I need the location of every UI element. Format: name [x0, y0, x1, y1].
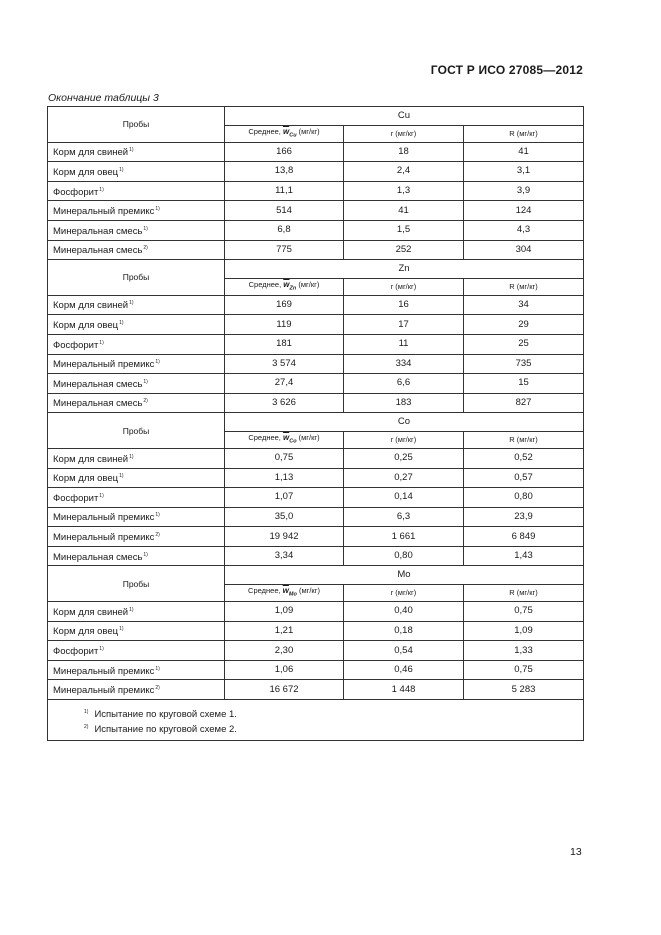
sample-name-cell — [48, 527, 225, 547]
mean-cell: 1,21 — [225, 621, 344, 641]
R-header: R (мг/кг) — [464, 126, 584, 143]
R-cell: 827 — [464, 393, 584, 413]
R-cell: 304 — [464, 240, 584, 260]
sample-name-cell — [48, 315, 225, 335]
r-cell: 1,5 — [344, 220, 464, 240]
table-row — [48, 201, 584, 221]
mean-cell: 3,34 — [225, 546, 344, 566]
probes-header: Пробы — [48, 260, 225, 296]
results-table-body — [48, 107, 584, 741]
mean-cell: 11,1 — [225, 181, 344, 201]
notes-cell — [48, 700, 584, 741]
table-row — [48, 468, 584, 488]
r-header: r (мг/кг) — [344, 585, 464, 602]
mean-cell: 35,0 — [225, 507, 344, 527]
mean-cell: 2,30 — [225, 641, 344, 661]
R-header: R (мг/кг) — [464, 279, 584, 296]
mean-cell: 19 942 — [225, 527, 344, 547]
table-row — [48, 181, 584, 201]
table-row — [48, 240, 584, 260]
footnote-mark: 2) — [155, 532, 160, 538]
mean-header — [225, 585, 344, 602]
R-cell: 0,52 — [464, 448, 584, 468]
sample-name: Фосфорит — [53, 186, 99, 198]
element-header: Zn — [225, 260, 584, 279]
R-cell: 0,75 — [464, 602, 584, 622]
sample-name-cell — [48, 181, 225, 201]
mean-cell: 3 574 — [225, 354, 344, 374]
R-cell: 1,43 — [464, 546, 584, 566]
mean-cell: 27,4 — [225, 374, 344, 394]
R-cell: 29 — [464, 315, 584, 335]
mean-header — [225, 279, 344, 296]
r-cell: 41 — [344, 201, 464, 221]
footnote — [84, 706, 575, 721]
mean-cell: 169 — [225, 295, 344, 315]
group-header-row — [48, 107, 584, 126]
mean-symbol — [283, 280, 297, 292]
r-cell: 1,3 — [344, 181, 464, 201]
r-cell: 0,14 — [344, 488, 464, 508]
probes-header: Пробы — [48, 107, 225, 143]
sample-name: Минеральная смесь — [53, 379, 143, 390]
sample-name: Минеральный премикс — [53, 359, 155, 371]
footnote-text: Испытание по круговой схеме 2. — [94, 724, 237, 736]
table-row — [48, 142, 584, 162]
footnote-mark: 1) — [99, 492, 104, 499]
sample-name-cell — [48, 334, 225, 354]
R-header: R (мг/кг) — [464, 585, 584, 602]
mean-header — [225, 432, 344, 449]
group-header-row — [48, 566, 584, 585]
R-cell: 3,9 — [464, 181, 584, 201]
sample-name-cell — [48, 507, 225, 527]
mean-prefix: Среднее, — [248, 433, 281, 443]
R-header: R (мг/кг) — [464, 432, 584, 449]
r-cell: 0,18 — [344, 621, 464, 641]
mean-symbol-element: Zn — [289, 285, 297, 292]
R-cell: 735 — [464, 354, 584, 374]
sample-name: Минеральный премикс — [53, 532, 155, 544]
r-cell: 2,4 — [344, 162, 464, 182]
r-cell: 6,6 — [344, 374, 464, 394]
r-cell: 17 — [344, 315, 464, 335]
table-row — [48, 220, 584, 240]
probes-header: Пробы — [48, 566, 225, 602]
footnote-mark: 1) — [129, 453, 134, 460]
R-cell: 15 — [464, 374, 584, 394]
page-number: 13 — [570, 846, 582, 858]
table-row — [48, 546, 584, 566]
footnote-number: 1) — [84, 709, 89, 716]
R-cell: 0,75 — [464, 660, 584, 680]
r-cell: 334 — [344, 354, 464, 374]
sample-name-cell — [48, 660, 225, 680]
mean-cell: 13,8 — [225, 162, 344, 182]
R-cell: 5 283 — [464, 680, 584, 700]
footnote-mark: 2) — [143, 398, 148, 405]
mean-cell: 1,13 — [225, 468, 344, 488]
mean-cell: 166 — [225, 142, 344, 162]
mean-cell: 3 626 — [225, 393, 344, 413]
sample-name-cell — [48, 220, 225, 240]
mean-cell: 1,07 — [225, 488, 344, 508]
footnote-mark: 1) — [143, 225, 148, 232]
footnote-mark: 1) — [119, 626, 124, 633]
footnote-text: Испытание по круговой схеме 1. — [94, 709, 237, 721]
table-row — [48, 315, 584, 335]
r-cell: 0,27 — [344, 468, 464, 488]
r-header: r (мг/кг) — [344, 279, 464, 296]
mean-cell: 775 — [225, 240, 344, 260]
sample-name-cell — [48, 602, 225, 622]
mean-unit: (мг/кг) — [298, 280, 320, 290]
sample-name-cell — [48, 468, 225, 488]
sample-name-cell — [48, 680, 225, 700]
footnote-mark: 1) — [155, 512, 160, 519]
standard-header: ГОСТ Р ИСО 27085—2012 — [430, 63, 583, 77]
table-row — [48, 660, 584, 680]
table-row — [48, 602, 584, 622]
mean-symbol-element: Co — [289, 438, 297, 445]
r-cell: 18 — [344, 142, 464, 162]
table-row — [48, 162, 584, 182]
mean-unit: (мг/кг) — [298, 433, 320, 443]
mean-prefix: Среднее, — [248, 586, 281, 596]
table-row — [48, 680, 584, 700]
sample-name: Корм для овец — [53, 167, 119, 179]
r-cell: 183 — [344, 393, 464, 413]
sample-name: Минеральная смесь — [53, 398, 143, 410]
table-row — [48, 393, 584, 413]
r-header: r (мг/кг) — [344, 432, 464, 449]
results-table — [47, 106, 584, 741]
sample-name-cell — [48, 641, 225, 661]
table-row — [48, 295, 584, 315]
footnote-mark: 1) — [155, 206, 160, 213]
footnote-mark: 1) — [119, 320, 124, 327]
group-header-row — [48, 413, 584, 432]
mean-symbol — [282, 127, 297, 139]
element-header: Mo — [225, 566, 584, 585]
r-cell: 1 448 — [344, 680, 464, 700]
r-cell: 11 — [344, 334, 464, 354]
sample-name-cell — [48, 201, 225, 221]
mean-prefix: Среднее, — [248, 280, 282, 290]
element-header: Cu — [225, 107, 584, 126]
footnote-mark: 2) — [143, 245, 148, 252]
footnote-mark: 1) — [129, 606, 134, 613]
R-cell: 41 — [464, 142, 584, 162]
table-caption: Окончание таблицы 3 — [48, 92, 159, 104]
footnote-number: 2) — [84, 724, 89, 731]
sample-name-cell — [48, 448, 225, 468]
mean-symbol-w: $\overline{w}$ — [282, 586, 289, 596]
sample-name-cell — [48, 621, 225, 641]
r-cell: 0,80 — [344, 546, 464, 566]
sample-name: Корм для свиней — [53, 147, 129, 159]
r-cell: 16 — [344, 295, 464, 315]
R-cell: 124 — [464, 201, 584, 221]
table-row — [48, 354, 584, 374]
sample-name: Минеральный премикс — [53, 685, 155, 697]
sample-name: Минеральный премикс — [53, 206, 155, 218]
sample-name: Корм для свиней — [53, 300, 129, 312]
mean-symbol — [282, 433, 297, 445]
r-cell: 0,54 — [344, 641, 464, 661]
footnote-mark: 1) — [119, 166, 124, 173]
mean-cell: 0,75 — [225, 448, 344, 468]
footnote-mark: 1) — [99, 186, 104, 193]
mean-cell: 181 — [225, 334, 344, 354]
footnote-mark: 1) — [155, 359, 160, 366]
sample-name: Корм для овец — [53, 473, 119, 485]
footnote-mark: 2) — [155, 685, 160, 692]
r-cell: 0,25 — [344, 448, 464, 468]
table-row — [48, 641, 584, 661]
R-cell: 1,33 — [464, 641, 584, 661]
sample-name-cell — [48, 295, 225, 315]
table-row — [48, 527, 584, 547]
footnote-mark: 1) — [129, 147, 134, 154]
table-row — [48, 488, 584, 508]
sample-name: Фосфорит — [53, 339, 99, 351]
sample-name: Фосфорит — [53, 492, 99, 504]
footnote-mark: 1) — [143, 551, 148, 558]
sample-name-cell — [48, 240, 225, 260]
sample-name-cell — [48, 162, 225, 182]
sample-name: Фосфорит — [53, 646, 99, 658]
sample-name-cell — [48, 374, 225, 394]
footnote-mark: 1) — [129, 300, 134, 307]
r-cell: 252 — [344, 240, 464, 260]
r-header: r (мг/кг) — [344, 126, 464, 143]
sample-name-cell — [48, 142, 225, 162]
element-header: Co — [225, 413, 584, 432]
R-cell: 1,09 — [464, 621, 584, 641]
sample-name-cell — [48, 488, 225, 508]
R-cell: 34 — [464, 295, 584, 315]
R-cell: 23,9 — [464, 507, 584, 527]
mean-symbol-element: Mo — [288, 592, 297, 599]
sample-name: Минеральный премикс — [53, 512, 155, 524]
r-cell: 0,40 — [344, 602, 464, 622]
mean-symbol — [282, 586, 297, 599]
r-cell: 6,3 — [344, 507, 464, 527]
sample-name: Корм для овец — [53, 320, 119, 332]
mean-cell: 6,8 — [225, 220, 344, 240]
mean-symbol-w: $\overline{w}$ — [283, 280, 290, 290]
footnote-mark: 1) — [99, 339, 104, 346]
table-row — [48, 448, 584, 468]
mean-symbol-element: Cu — [289, 132, 297, 139]
r-cell: 1 661 — [344, 527, 464, 547]
mean-unit: (мг/кг) — [298, 586, 320, 596]
footnote-mark: 1) — [99, 645, 104, 652]
mean-unit: (мг/кг) — [298, 127, 320, 136]
table-row — [48, 507, 584, 527]
mean-cell: 1,06 — [225, 660, 344, 680]
mean-prefix: Среднее, — [248, 127, 281, 136]
R-cell: 4,3 — [464, 220, 584, 240]
footnote-mark: 1) — [143, 378, 148, 385]
group-header-row — [48, 260, 584, 279]
mean-symbol-w: $\overline{w}$ — [282, 433, 290, 443]
sample-name-cell — [48, 546, 225, 566]
sample-name: Корм для свиней — [53, 453, 129, 465]
sample-name: Минеральная смесь — [53, 225, 143, 237]
notes-row — [48, 700, 584, 741]
sample-name-cell — [48, 393, 225, 413]
R-cell: 25 — [464, 334, 584, 354]
table-row — [48, 621, 584, 641]
footnote-mark: 1) — [155, 665, 160, 672]
probes-header: Пробы — [48, 413, 225, 449]
sample-name: Корм для овец — [53, 626, 119, 638]
footnote — [84, 721, 575, 736]
footnote-mark: 1) — [119, 473, 124, 480]
sample-name-cell — [48, 354, 225, 374]
mean-symbol-w: $\overline{w}$ — [282, 127, 290, 136]
sample-name: Минеральный премикс — [53, 665, 155, 677]
r-cell: 0,46 — [344, 660, 464, 680]
table-row — [48, 334, 584, 354]
sample-name: Минеральная смесь — [53, 551, 143, 563]
sample-name: Корм для свиней — [53, 606, 129, 618]
R-cell: 6 849 — [464, 527, 584, 547]
mean-cell: 514 — [225, 201, 344, 221]
R-cell: 0,80 — [464, 488, 584, 508]
mean-cell: 1,09 — [225, 602, 344, 622]
mean-cell: 119 — [225, 315, 344, 335]
mean-cell: 16 672 — [225, 680, 344, 700]
sample-name: Минеральная смесь — [53, 245, 143, 257]
R-cell: 3,1 — [464, 162, 584, 182]
table-row — [48, 374, 584, 394]
mean-header — [225, 126, 344, 143]
R-cell: 0,57 — [464, 468, 584, 488]
